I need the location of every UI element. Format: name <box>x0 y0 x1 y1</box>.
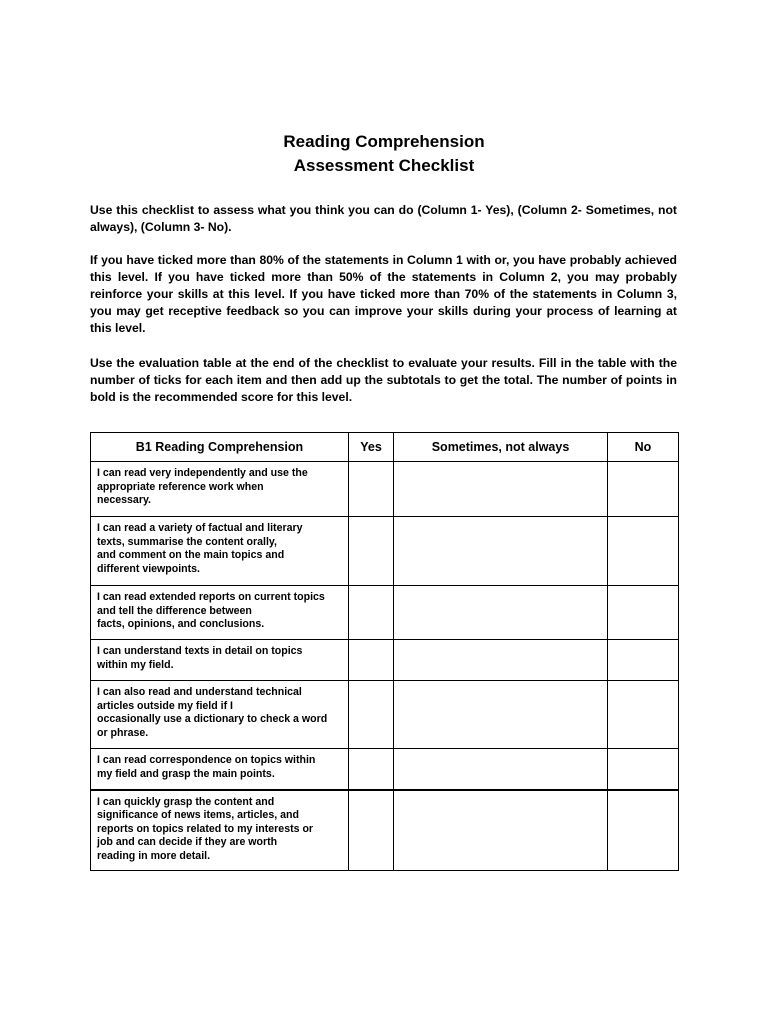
statement-cell: I can quickly grasp the content and significance of news items, articles, and reports on topics related to my interests or job and can decide if they are worth reading in more detail. <box>91 790 349 871</box>
table-header-row <box>91 433 679 462</box>
no-cell[interactable] <box>608 640 679 681</box>
yes-cell[interactable] <box>349 681 394 749</box>
table-row <box>91 517 679 586</box>
no-cell[interactable] <box>608 517 679 586</box>
header-b1-reading-comprehension: B1 Reading Comprehension <box>91 433 349 462</box>
table-row <box>91 790 679 871</box>
statement-cell: I can read a variety of factual and literary texts, summarise the content orally, and comment on the main topics and different viewpoints. <box>91 517 349 586</box>
yes-cell[interactable] <box>349 790 394 871</box>
sometimes-cell[interactable] <box>394 681 608 749</box>
title-line-1: Reading Comprehension <box>283 132 485 151</box>
header-no: No <box>608 433 679 462</box>
statement-cell: I can understand texts in detail on topics within my field. <box>91 640 349 681</box>
statement-cell: I can read very independently and use the appropriate reference work when necessary. <box>91 462 349 517</box>
yes-cell[interactable] <box>349 749 394 790</box>
no-cell[interactable] <box>608 586 679 640</box>
no-cell[interactable] <box>608 462 679 517</box>
statement-cell: I can read correspondence on topics within my field and grasp the main points. <box>91 749 349 790</box>
statement-cell: I can read extended reports on current topics and tell the difference between facts, opinions, and conclusions. <box>91 586 349 640</box>
table-row <box>91 681 679 749</box>
sometimes-cell[interactable] <box>394 790 608 871</box>
sometimes-cell[interactable] <box>394 517 608 586</box>
no-cell[interactable] <box>608 790 679 871</box>
sometimes-cell[interactable] <box>394 462 608 517</box>
no-cell[interactable] <box>608 749 679 790</box>
table-row <box>91 749 679 790</box>
sometimes-cell[interactable] <box>394 586 608 640</box>
sometimes-cell[interactable] <box>394 749 608 790</box>
yes-cell[interactable] <box>349 462 394 517</box>
yes-cell[interactable] <box>349 640 394 681</box>
statement-cell: I can also read and understand technical articles outside my field if I occasionally use a dictionary to check a word or phrase. <box>91 681 349 749</box>
header-sometimes: Sometimes, not always <box>394 433 608 462</box>
yes-cell[interactable] <box>349 517 394 586</box>
table-row <box>91 586 679 640</box>
page-title <box>0 130 768 178</box>
no-cell[interactable] <box>608 681 679 749</box>
header-yes: Yes <box>349 433 394 462</box>
instructions-paragraph-1: Use this checklist to assess what you think you can do (Column 1- Yes), (Column 2- Sometimes, not always), (Column 3- No). <box>90 203 677 234</box>
instructions-paragraph-2: If you have ticked more than 80% of the statements in Column 1 with or, you have probably achieved this level. If you have ticked more than 50% of the statements in Column 2, you may probably reinforce your skills at this level. If you have ticked more than 70% of the statements in Column 3, you may get receptive feedback so you can improve your skills during your process of learning at this level. <box>90 253 677 335</box>
table-row <box>91 462 679 517</box>
sometimes-cell[interactable] <box>394 640 608 681</box>
assessment-table <box>90 432 679 871</box>
table-row <box>91 640 679 681</box>
title-line-2: Assessment Checklist <box>293 156 475 175</box>
yes-cell[interactable] <box>349 586 394 640</box>
instructions-paragraph-3: Use the evaluation table at the end of the checklist to evaluate your results. Fill in the table with the number of ticks for each item and then add up the subtotals to get the total. The number of points in bold is the recommended score for this level. <box>90 356 677 404</box>
